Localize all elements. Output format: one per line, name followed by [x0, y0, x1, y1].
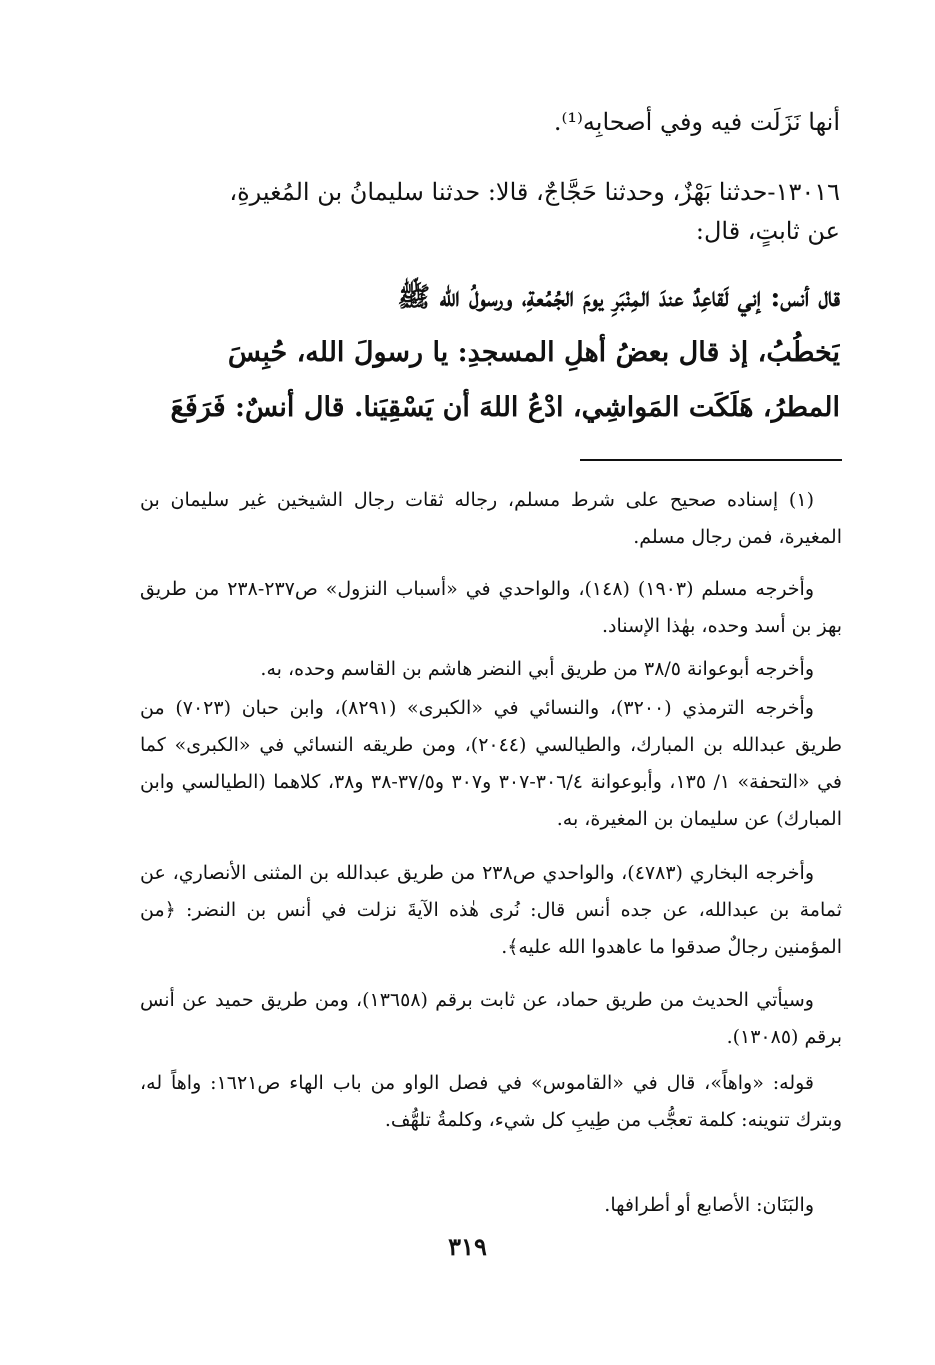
footnote-abu-awana: وأخرجه أبوعوانة ٣٨/٥ من طريق أبي النضر هاشم بن القاسم وحده، به. — [260, 658, 814, 680]
hadith-chain-line-2: عن ثابتٍ، قال: — [695, 217, 840, 245]
footnote-hammad: وسيأتي الحديث من طريق حماد، عن ثابت برقم (١٣٦٥٨)، ومن طريق حميد عن أنس برقم (١٣٠٨٥). — [140, 989, 842, 1048]
footnote-separator — [580, 459, 842, 461]
footnote-bukhari: وأخرجه البخاري (٤٧٨٣)، والواحدي ص٢٣٨ من طريق عبدالله بن المثنى الأنصاري، عن ثمامة بن عبدالله، عن جده أنس قال: نُرى هٰذه الآيةَ نزلت في أنس بن النضر: ﴿من المؤمنين رجالٌ صدقوا ما عاهدوا الله عليه﴾. — [140, 862, 842, 958]
hadith-chain-line-1: ١٣٠١٦-حدثنا بَهْزٌ، وحدثنا حَجَّاجٌ، قالا: حدثنا سليمانُ بن المُغيرةِ، — [229, 178, 840, 206]
hadith-text-line-3: المطرُ، هَلَكَت المَواشِي، ادْعُ اللهَ أن يَسْقِيَنا. قال أنسٌ: فَرَفَعَ — [170, 392, 840, 423]
footnote-muslim: وأخرجه مسلم (١٩٠٣) (١٤٨)، والواحدي في «أسباب النزول» ص٢٣٧-٢٣٨ من طريق بهز بن أسد وحده، بهٰذا الإسناد. — [140, 578, 842, 637]
main-text-paragraph-1: أنها نَزَلَت فيه وفي أصحابِه⁽¹⁾. — [553, 108, 840, 136]
page-number: ٣١٩ — [448, 1232, 487, 1261]
footnote-1: (١) إسناده صحيح على شرط مسلم، رجاله ثقات رجال الشيخين غير سليمان بن المغيرة، فمن رجال مسلم. — [140, 489, 842, 548]
footnote-tirmidhi: وأخرجه الترمذي (٣٢٠٠)، والنسائي في «الكبرى» (٨٢٩١)، وابن حبان (٧٠٢٣) من طريق عبدالله بن المبارك، والطيالسي (٢٠٤٤)، ومن طريقه النسائي في «الكبرى» كما في «التحفة» ١/ ١٣٥، وأبوعوانة ٣٠٦/٤-٣٠٧ و٣٠٧ و٣٧/٥-٣٨ و٣٨، كلاهما (الطيالسي وابن المبارك) عن سليمان بن المغيرة، به. — [140, 697, 842, 830]
hadith-text-line-2: يَخطُبُ، إذ قال بعضُ أهلِ المسجدِ: يا رسولَ الله، حُبِسَ — [227, 337, 840, 368]
footnote-qamus: قوله: «واهاً»، قال في «القاموس» في فصل الواو من باب الهاء ص١٦٢١: واهاً له، وبترك تنوينه: كلمة تعجُّب من طِيبِ كل شيء، وكلمةُ تلهُّف. — [140, 1072, 842, 1131]
footnote-banan: والبَنَان: الأصابع أو أطرافها. — [604, 1194, 814, 1216]
hadith-text-line-1: قال أنس: إني لَقاعِدٌ عندَ المِنْبَرِ يومَ الجُمُعةِ، ورسولُ الله ﷺ — [397, 282, 840, 313]
